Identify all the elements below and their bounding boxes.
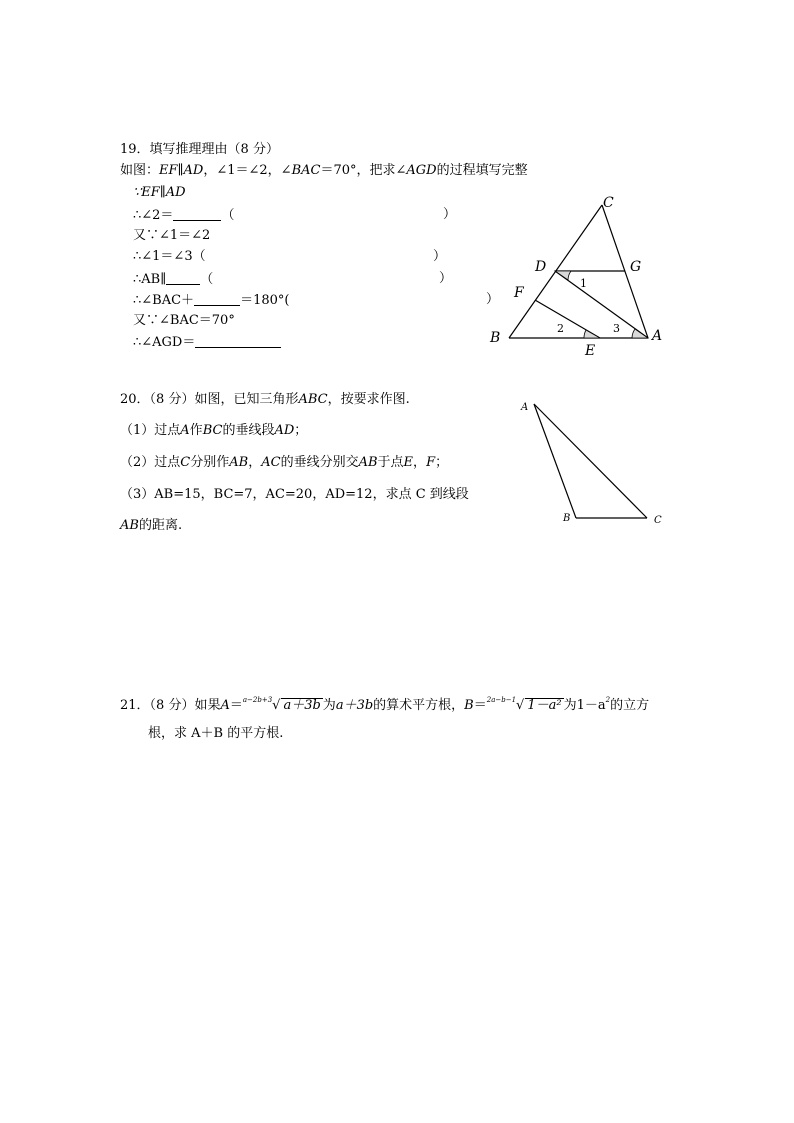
q19-line-2-a: ∴∠2＝ xyxy=(133,208,174,223)
q20-title-c: ，按要求作图. xyxy=(327,392,410,407)
q19-line-6-a: ∴∠BAC＋ xyxy=(133,293,195,308)
label-e: E xyxy=(585,343,596,359)
q19-line-6-b: ＝180°( xyxy=(240,293,290,308)
q19-intro-suffix: 的过程填写完整 xyxy=(436,163,528,178)
q19-intro xyxy=(120,164,528,177)
q20-p1-b: A xyxy=(180,423,190,438)
q21-a4: 为 xyxy=(322,698,336,713)
q19-figure xyxy=(480,190,680,360)
q21-a6: 的算术平方根， xyxy=(373,698,465,713)
angle-1-mark xyxy=(555,271,571,280)
q21-b2: ＝ xyxy=(473,698,487,713)
q19-intro-agd: AGD xyxy=(406,163,437,178)
answer-blank[interactable] xyxy=(173,208,221,221)
q21-a-index: a−2b+3 xyxy=(242,696,273,704)
q20-p2-e: ， xyxy=(248,455,262,470)
q19-line-6 xyxy=(133,293,503,307)
q19-title: 19．填写推理理由（8 分） xyxy=(120,142,279,157)
q20-p1-c: 作 xyxy=(189,423,203,438)
label-b: B xyxy=(490,330,501,346)
label-angle-3: 3 xyxy=(613,322,620,335)
q19-line-2 xyxy=(133,207,457,223)
q19-intro-ef-ad: EF∥AD xyxy=(159,163,204,178)
q19-intro-mid: ，∠1＝∠2，∠ xyxy=(203,163,292,178)
q19-line-3: 又∵∠1＝∠2 xyxy=(133,228,211,243)
q20-figure xyxy=(510,395,670,530)
q20-title-a: 20．（8 分）如图，已知三角形 xyxy=(120,392,299,407)
q20-p2-k: ， xyxy=(413,455,427,470)
q19-line-1: ∵EF∥AD xyxy=(133,185,186,200)
label-c: C xyxy=(603,195,614,211)
q21-a2: A xyxy=(220,698,230,713)
q21-b1: B xyxy=(464,698,474,713)
q19-intro-eq: ＝70°，把求∠ xyxy=(320,163,407,178)
label-f: F xyxy=(514,285,524,301)
q20-part-3-cont xyxy=(120,519,182,532)
q19-line-5 xyxy=(133,272,453,286)
label-a: A xyxy=(521,402,529,413)
label-b: B xyxy=(563,513,571,524)
q19-line-4 xyxy=(133,250,453,263)
q19-line-2-b: （ xyxy=(221,208,235,223)
segment-ab xyxy=(534,404,576,518)
q19-line-6-c: ） xyxy=(486,292,500,307)
q19-intro-prefix: 如图： xyxy=(120,163,160,178)
q21-a1: 21．（8 分）如果 xyxy=(120,698,221,713)
q20-p2-h: AB xyxy=(358,455,378,470)
q19-line-7: 又∵∠BAC＝70° xyxy=(133,313,235,328)
q20-p2-g: 的垂线分别交 xyxy=(280,455,359,470)
label-angle-2: 2 xyxy=(557,322,564,335)
segment-ac xyxy=(534,404,647,518)
q20-p2-b: C xyxy=(180,455,191,470)
q20-p1-a: （1）过点 xyxy=(120,423,181,438)
q20-p1-g: ； xyxy=(294,423,308,438)
angle-2-mark xyxy=(584,330,600,338)
q20-p1-d: BC xyxy=(202,423,223,438)
segment-da xyxy=(555,271,648,338)
q20-p1-e: 的垂线段 xyxy=(222,423,275,438)
label-d: D xyxy=(535,259,547,275)
q21-b5: 的立方 xyxy=(610,698,650,713)
q20-p3-cont-a: AB xyxy=(120,518,139,533)
q20-p2-a: （2）过点 xyxy=(120,455,181,470)
q20-p2-f: AC xyxy=(261,455,281,470)
q20-p2-j: E xyxy=(403,455,414,470)
q19-line-4-a: ∴∠1＝∠3（ xyxy=(133,249,206,264)
q19-line-5-b: （ xyxy=(200,272,214,287)
q20-p2-d: AB xyxy=(229,455,249,470)
q20-p3-cont-b: 的距离. xyxy=(138,518,183,533)
radical-sign: √ xyxy=(516,698,525,713)
q19-line-2-c: ） xyxy=(443,207,457,222)
q21-b-sup: 2 xyxy=(605,696,611,704)
q21-a-radicand: a＋3b xyxy=(283,698,321,713)
q19-line-8-a: ∴∠AGD＝ xyxy=(133,335,196,350)
q21-a3: ＝ xyxy=(229,698,243,713)
radical-sign: √ xyxy=(272,698,281,713)
q20-p2-l: F xyxy=(426,455,436,470)
label-c: C xyxy=(654,515,662,526)
q19-line-8 xyxy=(133,335,281,349)
q20-p2-c: 分别作 xyxy=(190,455,230,470)
q20-title-b: ABC xyxy=(298,392,328,407)
q21-b-radicand: 1－a² xyxy=(527,698,562,713)
q19-line-5-c: ） xyxy=(439,271,453,286)
q20-p1-f: AD xyxy=(274,423,295,438)
q19-line-4-b: ） xyxy=(433,249,447,264)
q20-part-2 xyxy=(120,456,448,469)
q19-intro-bac: BAC xyxy=(291,163,321,178)
q21-b4: 1－a xyxy=(576,698,606,713)
q21-b3: 为 xyxy=(563,698,577,713)
q20-part-1 xyxy=(120,424,307,437)
q19-line-5-a: ∴AB∥ xyxy=(133,272,167,287)
q20-title xyxy=(120,393,410,406)
label-g: G xyxy=(630,259,642,275)
q21-line-2: 根，求 A＋B 的平方根. xyxy=(148,726,284,741)
q21-a5: a＋3b xyxy=(335,698,374,713)
answer-blank[interactable] xyxy=(194,293,240,306)
q20-part-3: （3）AB=15，BC=7，AC=20，AD=12，求点 C 到线段 xyxy=(120,487,469,502)
q20-p2-m: ； xyxy=(435,455,449,470)
label-a: A xyxy=(652,328,663,344)
answer-blank[interactable] xyxy=(195,335,281,348)
label-angle-1: 1 xyxy=(580,277,587,290)
answer-blank[interactable] xyxy=(166,272,200,285)
q21-line-1 xyxy=(120,697,649,712)
q21-b-index: 2a−b−1 xyxy=(486,696,517,704)
q20-p2-i: 于点 xyxy=(377,455,404,470)
